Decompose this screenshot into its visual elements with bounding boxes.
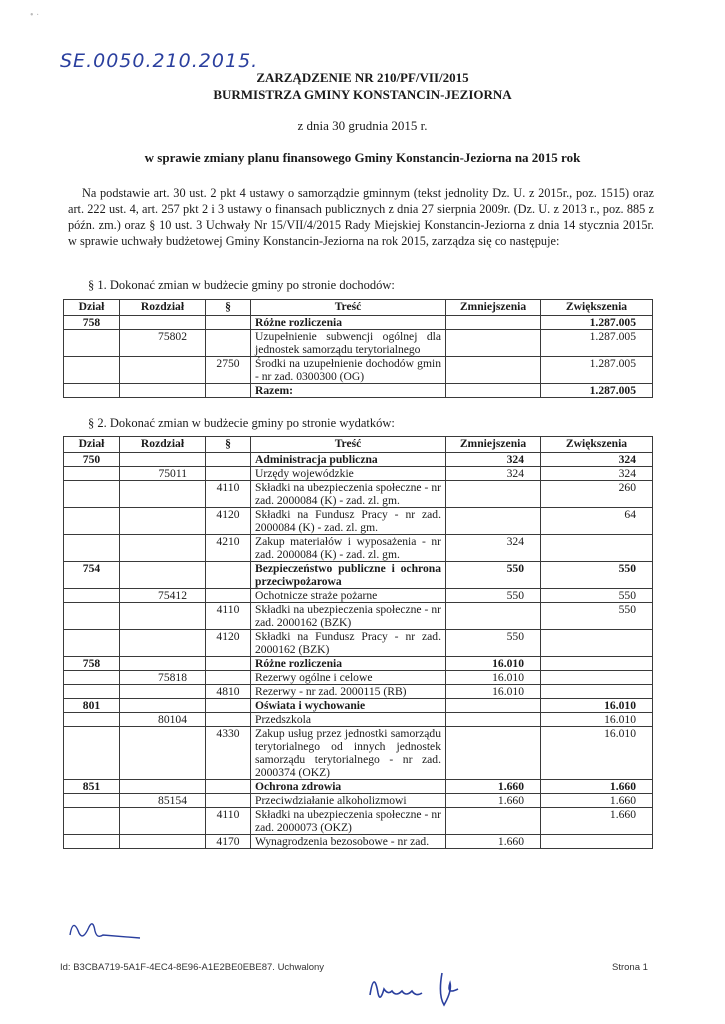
cell-zwiekszenia: 324 (541, 453, 653, 467)
table-row (64, 780, 653, 794)
cell-paragraf: 4330 (206, 727, 251, 780)
scan-mark: • · (30, 10, 40, 21)
header-tresc: Treść (251, 437, 446, 453)
header-zmniejszenia: Zmniejszenia (446, 300, 541, 316)
handwritten-reference: SE.0050.210.2015. (60, 50, 259, 72)
table-row (64, 657, 653, 671)
table-row (64, 671, 653, 685)
cell-zwiekszenia: 1.660 (541, 780, 653, 794)
legal-basis-paragraph: Na podstawie art. 30 ust. 2 pkt 4 ustawy o samorządzie gminnym (tekst jednolity Dz. U. z 2015r., poz. 1515) oraz art. 222 ust. 4, art. 257 pkt 2 i 3 ustawy o finansach publicznych z dnia 27 sierpnia 2009r. (Dz. U. z 2013 r., poz. 885 z późn. zm.) oraz § 10 ust. 3 Uchwały Nr 15/VII/4/2015 Rady Miejskiej Konstancin-Jeziorna z dnia 14 stycznia 2015r. w sprawie uchwały budżetowej Gminy Konstancin-Jeziorna na rok 2015, zarządza się co następuje: (68, 186, 654, 248)
header-rozdzial: Rozdział (120, 437, 206, 453)
cell-paragraf: 4120 (206, 630, 251, 657)
cell-zwiekszenia: 16.010 (541, 727, 653, 780)
cell-zmniejszenia: 16.010 (446, 657, 541, 671)
cell-tresc: Administracja publiczna (251, 453, 446, 467)
table-row (64, 699, 653, 713)
cell-zmniejszenia: 550 (446, 589, 541, 603)
header-tresc: Treść (251, 300, 446, 316)
cell-tresc: Bezpieczeństwo publiczne i ochrona przeciwpożarowa (251, 562, 446, 589)
header-dzial: Dział (64, 300, 120, 316)
cell-zwiekszenia: 16.010 (541, 699, 653, 713)
cell-paragraf: 4810 (206, 685, 251, 699)
cell-zwiekszenia: 16.010 (541, 713, 653, 727)
table-row (64, 535, 653, 562)
cell-paragraf: 4120 (206, 508, 251, 535)
cell-zwiekszenia: 1.287.005 (541, 316, 653, 330)
document-subject: w sprawie zmiany planu finansowego Gminy Konstancin-Jeziorna na 2015 rok (144, 150, 581, 165)
header-dzial: Dział (64, 437, 120, 453)
cell-tresc: Ochrona zdrowia (251, 780, 446, 794)
cell-tresc: Rezerwy ogólne i celowe (251, 671, 446, 685)
section-1-heading: § 1. Dokonać zmian w budżecie gminy po stronie dochodów: (88, 278, 395, 292)
header-rozdzial: Rozdział (120, 300, 206, 316)
table-row (64, 562, 653, 589)
table-sum-row (64, 384, 653, 398)
table-row (64, 713, 653, 727)
cell-zwiekszenia: 260 (541, 481, 653, 508)
cell-zmniejszenia: 550 (446, 630, 541, 657)
cell-zwiekszenia: 1.287.005 (541, 330, 653, 357)
cell-zwiekszenia: 1.660 (541, 794, 653, 808)
document-date: z dnia 30 grudnia 2015 r. (297, 118, 428, 133)
cell-zwiekszenia: 550 (541, 603, 653, 630)
table-row (64, 603, 653, 630)
cell-zwiekszenia: 550 (541, 562, 653, 589)
table-row (64, 467, 653, 481)
cell-zmniejszenia: 324 (446, 535, 541, 562)
table-row (64, 794, 653, 808)
cell-tresc: Różne rozliczenia (251, 657, 446, 671)
cell-paragraf: 4110 (206, 481, 251, 508)
document-id-footer: Id: B3CBA719-5A1F-4EC4-8E96-A1E2BE0EBE87. Uchwalony (60, 962, 325, 973)
cell-sum-zwiekszenia: 1.287.005 (541, 384, 653, 398)
cell-zwiekszenia: 64 (541, 508, 653, 535)
initials-signature (65, 905, 145, 955)
cell-tresc: Oświata i wychowanie (251, 699, 446, 713)
cell-paragraf: 4210 (206, 535, 251, 562)
cell-paragraf: 4110 (206, 603, 251, 630)
title-line-2: BURMISTRZA GMINY KONSTANCIN-JEZIORNA (213, 87, 512, 102)
page-number: Strona 1 (612, 962, 648, 973)
table-row (64, 835, 653, 849)
cell-tresc: Wynagrodzenia bezosobowe - nr zad. (251, 835, 446, 849)
table-row (64, 630, 653, 657)
cell-tresc: Urzędy wojewódzkie (251, 467, 446, 481)
cell-dzial: 758 (64, 657, 120, 671)
cell-tresc: Składki na ubezpieczenia społeczne - nr zad. 2000084 (K) - zad. zl. gm. (251, 481, 446, 508)
cell-dzial: 801 (64, 699, 120, 713)
cell-tresc: Składki na Fundusz Pracy - nr zad. 2000162 (BZK) (251, 630, 446, 657)
cell-zmniejszenia: 16.010 (446, 671, 541, 685)
cell-sum-label: Razem: (251, 384, 446, 398)
cell-zmniejszenia: 16.010 (446, 685, 541, 699)
cell-tresc: Składki na ubezpieczenia społeczne - nr zad. 2000162 (BZK) (251, 603, 446, 630)
table-row (64, 316, 653, 330)
cell-tresc: Ochotnicze straże pożarne (251, 589, 446, 603)
cell-tresc: Zakup usług przez jednostki samorządu terytorialnego od innych jednostek samorządu terytorialnego - nr zad. 2000374 (OKZ) (251, 727, 446, 780)
cell-rozdzial: 75802 (120, 330, 206, 357)
table-row (64, 453, 653, 467)
cell-tresc: Zakup materiałów i wyposażenia - nr zad. 2000084 (K) - zad. zl. gm. (251, 535, 446, 562)
table-row (64, 508, 653, 535)
cell-zmniejszenia: 1.660 (446, 780, 541, 794)
cell-rozdzial: 75011 (120, 467, 206, 481)
cell-paragraf: 2750 (206, 357, 251, 384)
cell-dzial: 754 (64, 562, 120, 589)
cell-tresc: Rezerwy - nr zad. 2000115 (RB) (251, 685, 446, 699)
header-paragraf: § (206, 437, 251, 453)
section-2-heading: § 2. Dokonać zmian w budżecie gminy po stronie wydatków: (88, 416, 395, 430)
cell-paragraf: 4110 (206, 808, 251, 835)
header-zmniejszenia: Zmniejszenia (446, 437, 541, 453)
table-row (64, 481, 653, 508)
cell-tresc: Różne rozliczenia (251, 316, 446, 330)
table-row (64, 589, 653, 603)
table-row (64, 808, 653, 835)
cell-tresc: Przeciwdziałanie alkoholizmowi (251, 794, 446, 808)
header-zwiekszenia: Zwiększenia (541, 300, 653, 316)
cell-zmniejszenia: 1.660 (446, 835, 541, 849)
header-zwiekszenia: Zwiększenia (541, 437, 653, 453)
mayor-signature (360, 965, 480, 1015)
cell-zwiekszenia: 1.287.005 (541, 357, 653, 384)
table-row (64, 685, 653, 699)
table-row (64, 727, 653, 780)
cell-zmniejszenia: 1.660 (446, 794, 541, 808)
cell-dzial: 758 (64, 316, 120, 330)
cell-tresc: Składki na Fundusz Pracy - nr zad. 2000084 (K) - zad. zl. gm. (251, 508, 446, 535)
cell-tresc: Środki na uzupełnienie dochodów gmin - nr zad. 0300300 (OG) (251, 357, 446, 384)
cell-rozdzial: 80104 (120, 713, 206, 727)
cell-zwiekszenia: 1.660 (541, 808, 653, 835)
cell-zmniejszenia: 324 (446, 453, 541, 467)
table-row (64, 330, 653, 357)
cell-rozdzial: 75412 (120, 589, 206, 603)
income-table (63, 299, 653, 398)
cell-zwiekszenia: 324 (541, 467, 653, 481)
cell-zmniejszenia: 324 (446, 467, 541, 481)
cell-rozdzial: 85154 (120, 794, 206, 808)
cell-dzial: 851 (64, 780, 120, 794)
cell-zwiekszenia: 550 (541, 589, 653, 603)
cell-paragraf: 4170 (206, 835, 251, 849)
cell-zmniejszenia: 550 (446, 562, 541, 589)
cell-tresc: Przedszkola (251, 713, 446, 727)
cell-tresc: Uzupełnienie subwencji ogólnej dla jednostek samorządu terytorialnego (251, 330, 446, 357)
table-header-row (64, 300, 653, 316)
cell-rozdzial: 75818 (120, 671, 206, 685)
cell-dzial: 750 (64, 453, 120, 467)
header-paragraf: § (206, 300, 251, 316)
expenditure-table (63, 436, 653, 849)
title-line-1: ZARZĄDZENIE NR 210/PF/VII/2015 (256, 70, 469, 85)
table-row (64, 357, 653, 384)
table-header-row (64, 437, 653, 453)
cell-tresc: Składki na ubezpieczenia społeczne - nr zad. 2000073 (OKZ) (251, 808, 446, 835)
